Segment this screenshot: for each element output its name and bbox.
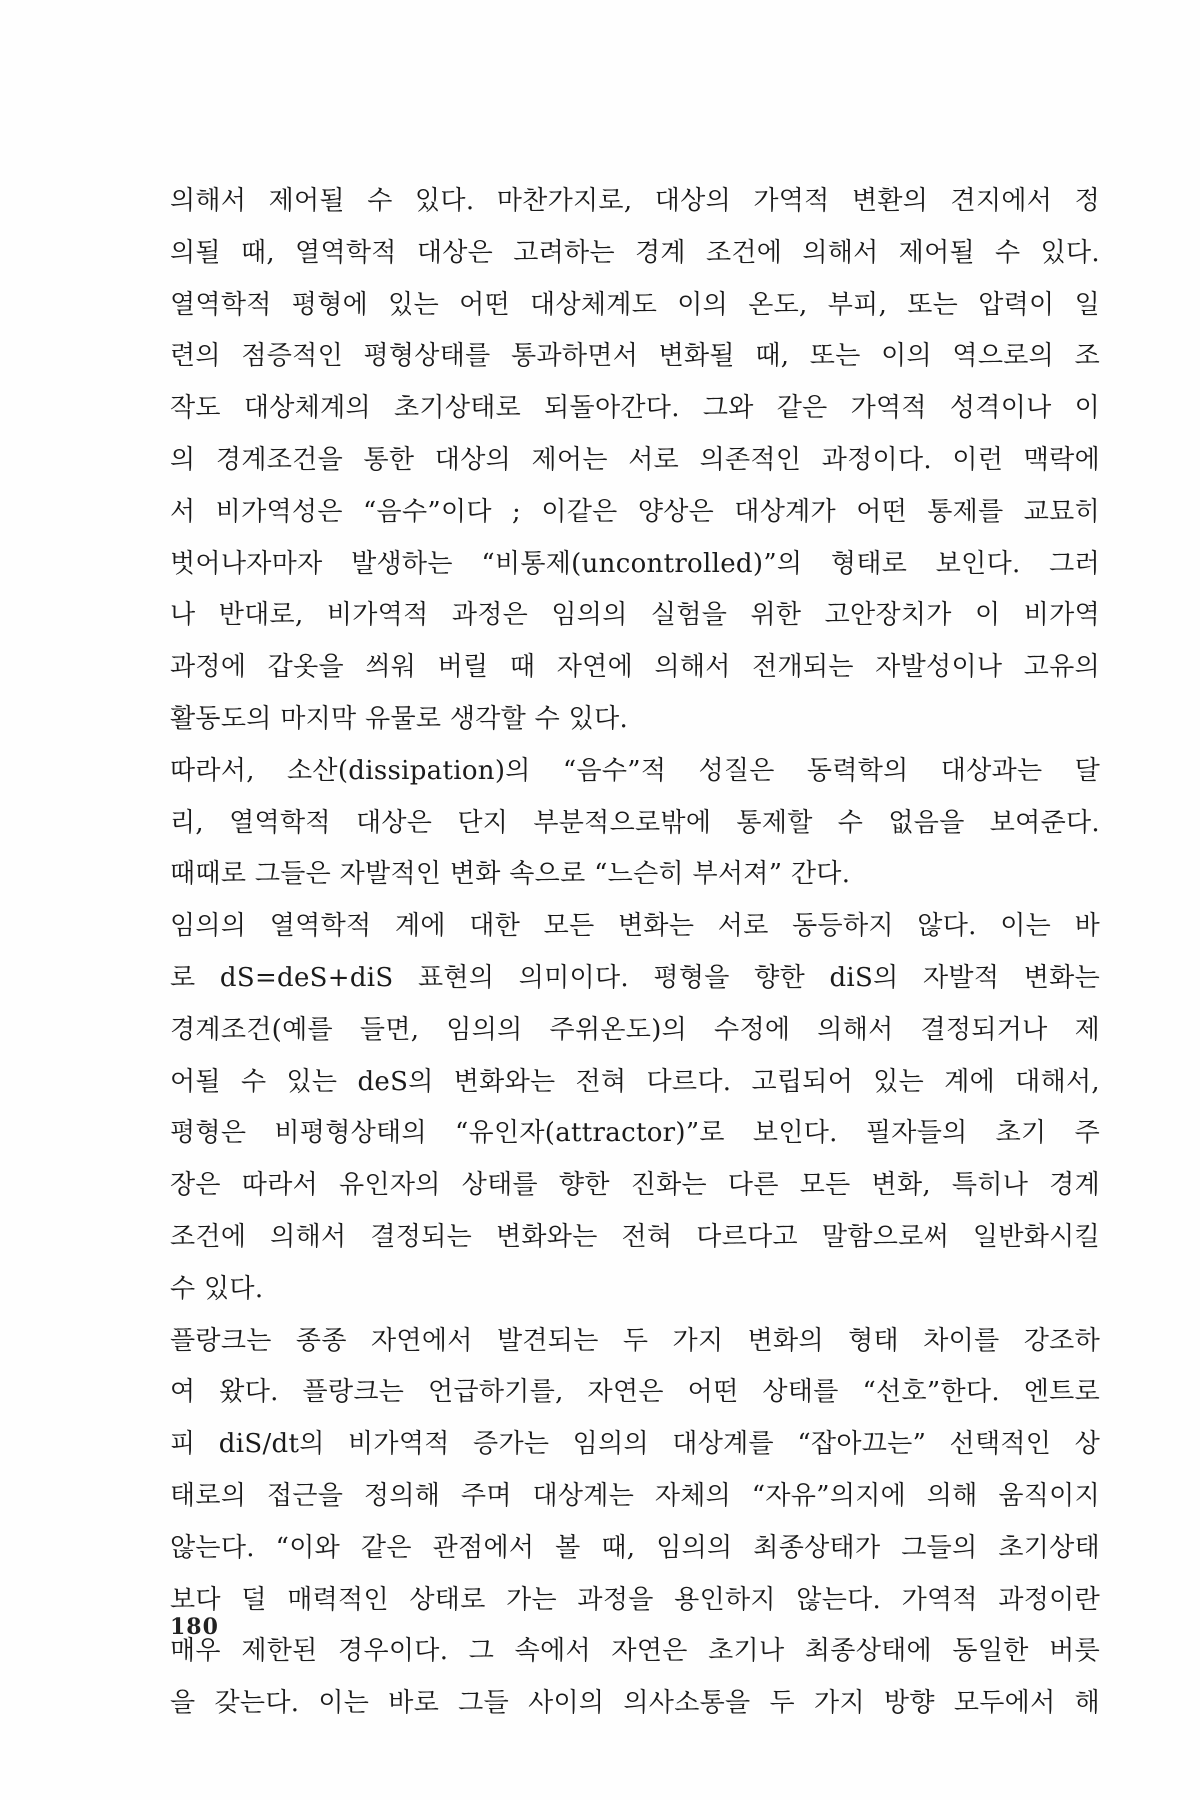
- text-line: 조건에 의해서 결정되는 변화와는 전혀 다르다고 말함으로써 일반화시킬: [170, 1221, 1100, 1252]
- text-line: 로 dS=deS+diS 표현의 의미이다. 평형을 향한 diS의 자발적 변화는: [170, 962, 1100, 993]
- text-line: 여 왔다. 플랑크는 언급하기를, 자연은 어떤 상태를 “선호”한다. 엔트로: [170, 1377, 1100, 1408]
- text-line: 태로의 접근을 정의해 주며 대상계는 자체의 “자유”의지에 의해 움직이지: [170, 1480, 1100, 1511]
- text-line: 의해서 제어될 수 있다. 마찬가지로, 대상의 가역적 변환의 견지에서 정: [170, 186, 1100, 216]
- text-line: 피 diS/dt의 비가역적 증가는 임의의 대상계를 “잡아끄는” 선택적인 상: [170, 1429, 1100, 1460]
- text-line: 보다 덜 매력적인 상태로 가는 과정을 용인하지 않는다. 가역적 과정이란: [170, 1584, 1100, 1615]
- text-line: 어될 수 있는 deS의 변화와는 전혀 다르다. 고립되어 있는 계에 대해서,: [170, 1066, 1100, 1097]
- text-line: 따라서, 소산(dissipation)의 “음수”적 성질은 동력학의 대상과는 달: [170, 755, 1100, 786]
- text-line: 활동도의 마지막 유물로 생각할 수 있다.: [170, 703, 629, 734]
- text-line: 임의의 열역학적 계에 대한 모든 변화는 서로 동등하지 않다. 이는 바: [170, 911, 1100, 942]
- text-line: 열역학적 평형에 있는 어떤 대상체계도 이의 온도, 부피, 또는 압력이 일: [170, 289, 1100, 320]
- text-line: 매우 제한된 경우이다. 그 속에서 자연은 초기나 최종상태에 동일한 버릇: [170, 1636, 1100, 1667]
- text-line: 때때로 그들은 자발적인 변화 속으로 “느슨히 부서져” 간다.: [170, 859, 851, 890]
- text-line: 수 있다.: [170, 1273, 264, 1304]
- text-line: 을 갖는다. 이는 바로 그들 사이의 의사소통을 두 가지 방향 모두에서 해: [170, 1688, 1100, 1719]
- page-number: 180: [170, 1614, 219, 1640]
- text-line: 의 경계조건을 통한 대상의 제어는 서로 의존적인 과정이다. 이런 맥락에: [170, 444, 1100, 475]
- text-line: 작도 대상체계의 초기상태로 되돌아간다. 그와 같은 가역적 성격이나 이: [170, 393, 1100, 424]
- text-line: 나 반대로, 비가역적 과정은 임의의 실험을 위한 고안장치가 이 비가역: [170, 600, 1100, 631]
- text-line: 련의 점증적인 평형상태를 통과하면서 변화될 때, 또는 이의 역으로의 조: [170, 341, 1100, 372]
- text-line: 벗어나자마자 발생하는 “비통제(uncontrolled)”의 형태로 보인다. 그러: [170, 548, 1100, 579]
- text-line: 서 비가역성은 “음수”이다 ; 이같은 양상은 대상계가 어떤 통제를 교묘히: [170, 496, 1100, 527]
- text-line: 리, 열역학적 대상은 단지 부분적으로밖에 통제할 수 없음을 보여준다.: [170, 807, 1100, 838]
- text-line: 플랑크는 종종 자연에서 발견되는 두 가지 변화의 형태 차이를 강조하: [170, 1325, 1100, 1356]
- text-line: 않는다. “이와 같은 관점에서 볼 때, 임의의 최종상태가 그들의 초기상태: [170, 1532, 1100, 1563]
- text-line: 평형은 비평형상태의 “유인자(attractor)”로 보인다. 필자들의 초기 주: [170, 1118, 1100, 1149]
- text-line: 경계조건(예를 들면, 임의의 주위온도)의 수정에 의해서 결정되거나 제: [170, 1014, 1100, 1045]
- text-line: 과정에 갑옷을 씌워 버릴 때 자연에 의해서 전개되는 자발성이나 고유의: [170, 652, 1100, 683]
- text-line: 의될 때, 열역학적 대상은 고려하는 경계 조건에 의해서 제어될 수 있다.: [170, 237, 1100, 268]
- text-line: 장은 따라서 유인자의 상태를 향한 진화는 다른 모든 변화, 특히나 경계: [170, 1170, 1100, 1201]
- body-text: [170, 176, 1100, 1730]
